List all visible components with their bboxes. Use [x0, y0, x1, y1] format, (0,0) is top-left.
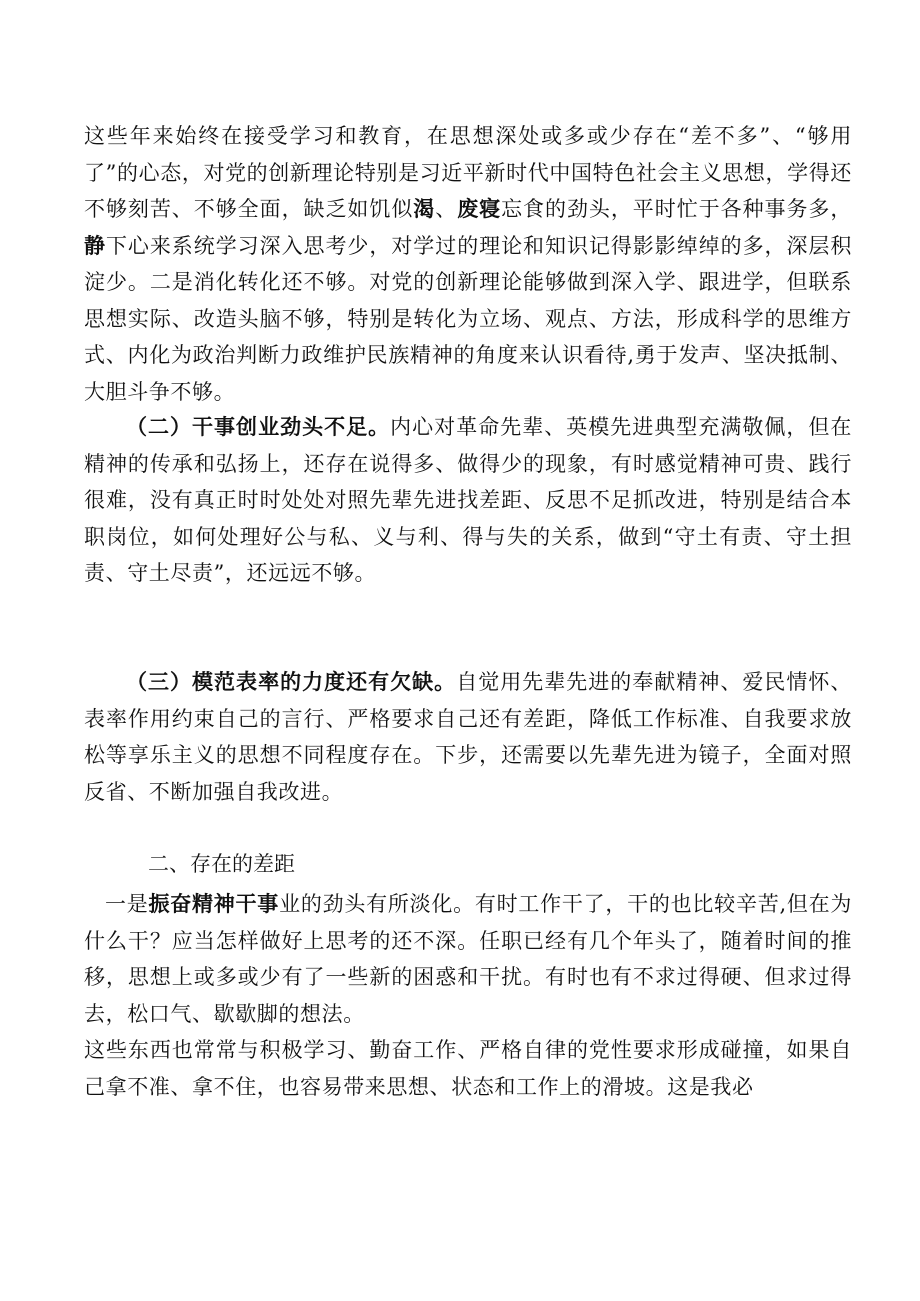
section-title: （三）模范表率的力度还有欠缺。	[126, 669, 457, 694]
paragraph-section-3	[84, 664, 852, 810]
section-heading: 二、存在的差距	[148, 852, 295, 876]
paragraph-section-2	[84, 409, 852, 592]
bold-text: 静	[84, 232, 106, 258]
bold-text: 振奋精神干事	[148, 891, 280, 916]
paragraph-gap-2: 这些东西也常常与积极学习、勤奋工作、严格自律的党性要求形成碰撞，如果自己拿不准、拿不住，也容易带来思想、状态和工作上的滑坡。这是我必	[84, 1038, 852, 1099]
section-title: （二）干事创业劲头不足。	[126, 414, 391, 439]
text-run: 这些年来始终在接受学习和教育，在思想深处或多或少存在“差不多”、“够用了”的心态，对党的创新理论特别是习近平新时代中国特色社会主义思想，学得还不够刻苦、不够全面，缺乏如饥似	[84, 124, 852, 221]
bold-text: 废寝	[457, 196, 502, 221]
paragraph-gap-1	[84, 886, 852, 1032]
section-body: 自觉用先辈先进的奉献精神、爱民情怀、表率作用约束自己的言行、严格要求自己还有差距，降低工作标准、自我要求放松等享乐主义的思想不同程度存在。下步，还需要以先辈先进为镜子，全面对照反省、不断加强自我改进。	[84, 670, 852, 804]
bold-text: 渴	[413, 196, 436, 221]
text-run: 下心来系统学习深入思考少，对学过的理论和知识记得影影绰绰的多，深层积淀少。二是消化转化还不够。对党的创新理论能够做到深入学、跟进学，但联系思想实际、改造头脑不够，特别是转化为立场、观点、方法，形成科学的思维方式、内化为政治判断力政维护民族精神的角度来认识看待,勇于发声、坚决抵制、大胆斗争不够。	[84, 233, 852, 404]
text-run: 忘食的劲头，平时忙于各种事务多，	[501, 197, 852, 221]
section-body: 内心对革命先辈、英模先进典型充满敬佩，但在精神的传承和弘扬上，还存在说得多、做得少的现象，有时感觉精神可贵、践行很难，没有真正时时处处对照先辈先进找差距、反思不足抓改进，特别是结合本职岗位，如何处理好公与私、义与利、得与失的关系，做到“守土有责、守土担责、守土尽责”，还远远不够。	[84, 415, 852, 585]
text-run: 、	[435, 197, 458, 221]
paragraph-study	[84, 118, 852, 410]
text-run: 一是	[105, 892, 149, 916]
text-run: 业的劲头有所淡化。有时工作干了，干的也比较辛苦,但在为什么干？应当怎样做好上思考的还不深。任职已经有几个年头了，随着时间的推移，思想上或多或少有了一些新的困惑和干扰。有时也有不求过得硬、但求过得去，松口气、歇歇脚的想法。	[84, 892, 852, 1026]
